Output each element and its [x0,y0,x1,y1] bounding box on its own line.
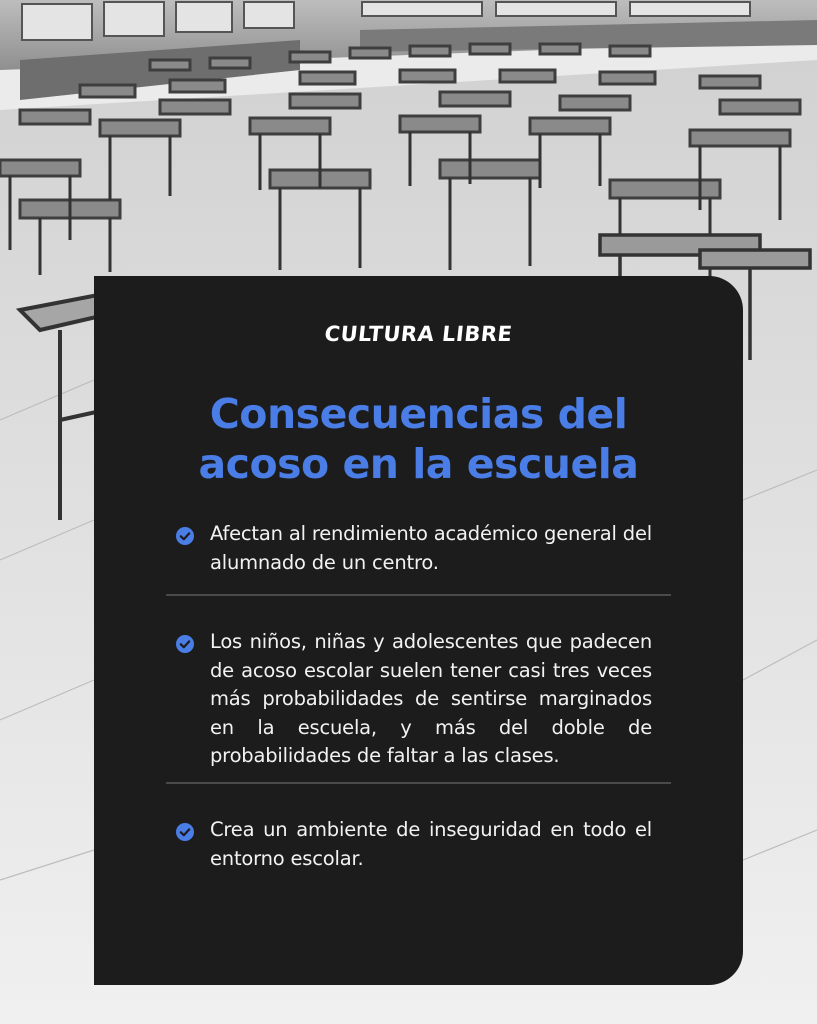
list-item-text: Afectan al rendimiento académico general del alumnado de un centro. [210,522,652,574]
page-title [94,389,743,489]
title-line-2: acoso en la escuela [198,440,639,488]
divider [166,782,671,784]
info-card [94,276,743,985]
list-item-text: Los niños, niñas y adolescentes que padecen de acoso escolar suelen tener casi tres veces más probabilidades de sentirse marginados en la escuela, y más del doble de probabilidades de faltar a las clases. [210,630,652,767]
check-circle-icon [176,527,194,545]
brand-logo: CULTURA LIBRE [323,322,514,346]
check-circle-icon [176,823,194,841]
check-circle-icon [176,635,194,653]
list-item-text: Crea un ambiente de inseguridad en todo el entorno escolar. [210,818,652,870]
title-line-1: Consecuencias del [209,390,628,438]
divider [166,594,671,596]
